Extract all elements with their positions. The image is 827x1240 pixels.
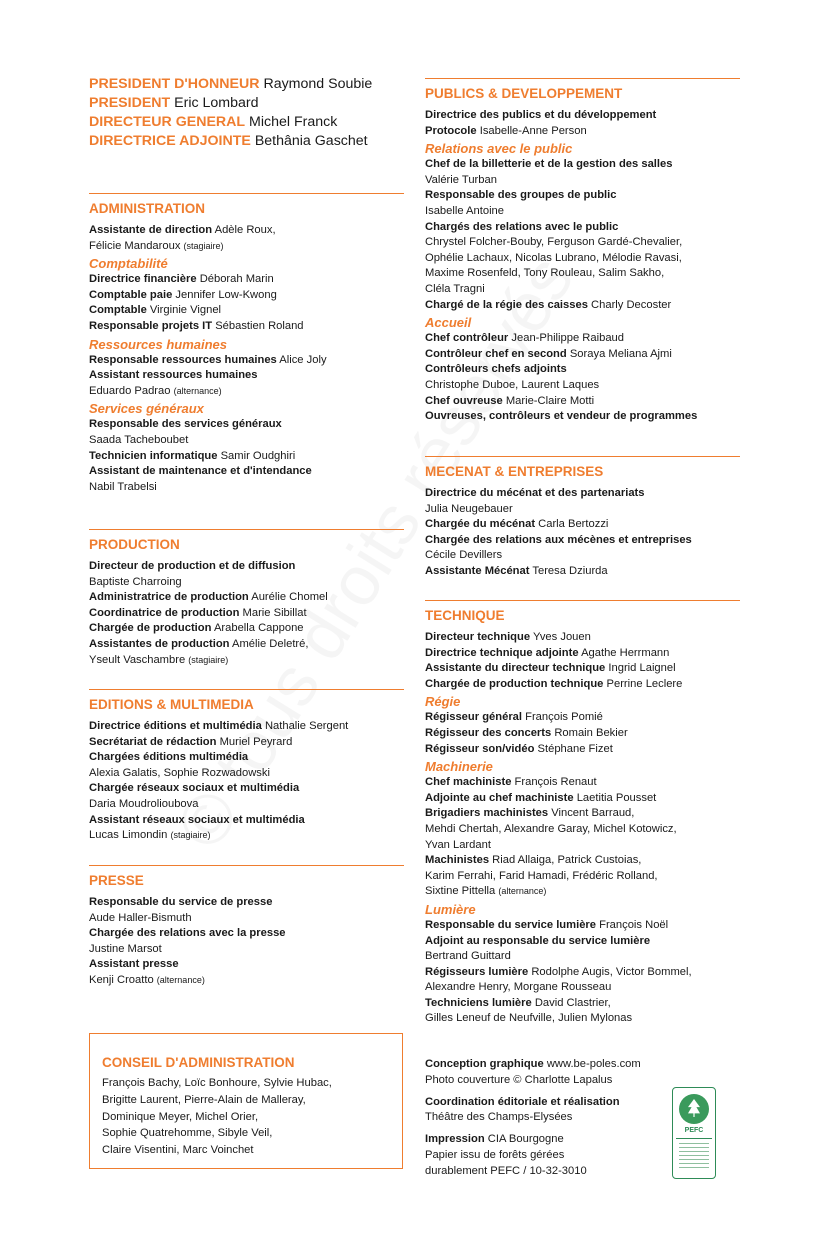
- staff-line: Chargé de la régie des caisses Charly Decoster: [425, 298, 672, 311]
- staff-line: Directeur technique Yves Jouen: [425, 631, 591, 643]
- credit-line: Théâtre des Champs-Elysées: [425, 1111, 573, 1124]
- staff-line: Chargées éditions multimédia: [89, 751, 249, 764]
- staff-line: Chef ouvreuse Marie-Claire Motti: [425, 394, 595, 407]
- staff-line: Daria Moudrolioubova: [89, 797, 199, 810]
- staff-line: Cécile Devillers: [425, 549, 503, 562]
- section-technique: [425, 600, 740, 1027]
- credit-line: Coordination éditoriale et réalisation: [425, 1095, 620, 1108]
- honor-line: PRESIDENT Eric Lombard: [89, 95, 259, 111]
- staff-line: Responsable du service lumière François Noël: [425, 918, 669, 931]
- staff-line: Responsable ressources humaines Alice Joly: [89, 353, 327, 366]
- staff-line: Isabelle Antoine: [425, 204, 504, 217]
- section-publics: [425, 78, 740, 425]
- staff-line: Lucas Limondin (stagiaire): [89, 829, 211, 842]
- staff-line: Cléla Tragni: [425, 282, 485, 295]
- staff-line: Assistante Mécénat Teresa Dziurda: [425, 564, 608, 577]
- board-heading: [89, 75, 409, 151]
- staff-line: Directrice technique adjointe Agathe Herrmann: [425, 646, 670, 659]
- staff-line: Chef contrôleur Jean-Philippe Raibaud: [425, 332, 624, 345]
- staff-line: Maxime Rosenfeld, Tony Rouleau, Salim Sakho,: [425, 267, 665, 280]
- section-title: CONSEIL D'ADMINISTRATION: [102, 1055, 295, 1070]
- credit-line: durablement PEFC / 10-32-3010: [425, 1164, 587, 1177]
- staff-line: Chargée de production technique Perrine Leclere: [425, 677, 683, 690]
- staff-line: Claire Visentini, Marc Voinchet: [102, 1144, 254, 1157]
- staff-line: Contrôleurs chefs adjoints: [425, 363, 567, 376]
- staff-line: Ophélie Lachaux, Nicolas Lubrano, Mélodie Ravasi,: [425, 251, 682, 264]
- staff-line: Régisseur général François Pomié: [425, 711, 603, 724]
- staff-line: Chargés des relations avec le public: [425, 220, 619, 233]
- staff-line: Techniciens lumière David Clastrier,: [425, 996, 611, 1009]
- staff-line: Assistante de direction Adèle Roux,: [89, 224, 276, 236]
- staff-line: Responsable du service de presse: [89, 896, 273, 908]
- staff-line: Administratrice de production Aurélie Chomel: [89, 591, 328, 604]
- staff-line: Christophe Duboe, Laurent Laques: [425, 378, 600, 391]
- subsection-title: Accueil: [425, 315, 472, 331]
- staff-line: Assistantes de production Amélie Deletré,: [89, 637, 309, 650]
- credit-line: Papier issu de forêts gérées: [425, 1148, 565, 1161]
- staff-line: Directrice des publics et du développement: [425, 109, 657, 121]
- staff-line: Nabil Trabelsi: [89, 480, 157, 493]
- staff-line: Aude Haller-Bismuth: [89, 911, 192, 924]
- staff-line: Régisseurs lumière Rodolphe Augis, Victor Bommel,: [425, 965, 692, 978]
- staff-line: Machinistes Riad Allaiga, Patrick Custoias,: [425, 854, 642, 867]
- staff-line: Chargée des relations aux mécènes et entreprises: [425, 533, 692, 546]
- staff-line: Gilles Leneuf de Neufville, Julien Mylonas: [425, 1012, 633, 1025]
- section-editions: [89, 689, 404, 844]
- section-title: EDITIONS & MULTIMEDIA: [89, 697, 254, 712]
- section-title: MECENAT & ENTREPRISES: [425, 464, 604, 479]
- section-mecenat: [425, 456, 740, 580]
- staff-line: Justine Marsot: [89, 942, 162, 955]
- staff-line: Régisseur son/vidéo Stéphane Fizet: [425, 742, 613, 755]
- staff-line: François Bachy, Loïc Bonhoure, Sylvie Hubac,: [102, 1077, 332, 1089]
- staff-line: Yvan Lardant: [425, 838, 491, 851]
- staff-line: Responsable des services généraux: [89, 418, 282, 431]
- section-title: TECHNIQUE: [425, 608, 505, 623]
- staff-line: Chargée de production Arabella Cappone: [89, 622, 304, 635]
- staff-line: Chef machiniste François Renaut: [425, 776, 597, 789]
- staff-line: Chargée réseaux sociaux et multimédia: [89, 782, 300, 795]
- staff-line: Saada Tacheboubet: [89, 433, 189, 446]
- staff-line: Assistant réseaux sociaux et multimédia: [89, 813, 305, 826]
- staff-line: Ouvreuses, contrôleurs et vendeur de programmes: [425, 410, 698, 423]
- subsection-title: Régie: [425, 694, 461, 710]
- staff-line: Chargée des relations avec la presse: [89, 927, 286, 940]
- staff-line: Mehdi Chertah, Alexandre Garay, Michel Kotowicz,: [425, 822, 677, 835]
- section-presse: [89, 865, 404, 989]
- staff-line: Yseult Vaschambre (stagiaire): [89, 653, 229, 666]
- staff-line: Valérie Turban: [425, 173, 497, 186]
- staff-line: Chrystel Folcher-Bouby, Ferguson Gardé-Chevalier,: [425, 236, 683, 249]
- staff-line: Félicie Mandaroux (stagiaire): [89, 239, 224, 252]
- staff-line: Contrôleur chef en second Soraya Meliana Ajmi: [425, 347, 672, 360]
- staff-line: Kenji Croatto (alternance): [89, 973, 205, 986]
- honor-line: PRESIDENT D'HONNEUR Raymond Soubie: [89, 76, 373, 92]
- staff-line: Assistante du directeur technique Ingrid Laignel: [425, 662, 676, 675]
- honor-line: DIRECTRICE ADJOINTE Bethânia Gaschet: [89, 133, 368, 149]
- section-title: PRODUCTION: [89, 537, 180, 552]
- tree-icon: [679, 1094, 709, 1124]
- section-title: PUBLICS & DEVELOPPEMENT: [425, 86, 623, 101]
- staff-line: Comptable paie Jennifer Low-Kwong: [89, 288, 277, 301]
- staff-line: Assistant ressources humaines: [89, 369, 258, 382]
- subsection-title: Services généraux: [89, 401, 204, 417]
- staff-line: Assistant presse: [89, 958, 179, 971]
- staff-line: Alexia Galatis, Sophie Rozwadowski: [89, 766, 270, 779]
- honor-line: DIRECTEUR GENERAL Michel Franck: [89, 114, 338, 130]
- section-title: PRESSE: [89, 873, 144, 888]
- staff-line: Brigadiers machinistes Vincent Barraud,: [425, 807, 635, 820]
- pefc-logo: [672, 1087, 716, 1179]
- staff-line: Karim Ferrahi, Farid Hamadi, Frédéric Rolland,: [425, 869, 658, 882]
- credit-line: Conception graphique www.be-poles.com: [425, 1058, 641, 1070]
- staff-line: Adjoint au responsable du service lumière: [425, 934, 651, 947]
- staff-line: Bertrand Guittard: [425, 950, 511, 963]
- staff-line: Directrice éditions et multimédia Nathalie Sergent: [89, 720, 349, 732]
- staff-line: Comptable Virginie Vignel: [89, 304, 222, 317]
- staff-line: Sophie Quatrehomme, Sibyle Veil,: [102, 1127, 273, 1140]
- subsection-title: Lumière: [425, 901, 476, 917]
- staff-line: Adjointe au chef machiniste Laetitia Pousset: [425, 791, 657, 804]
- staff-line: Chargée du mécénat Carla Bertozzi: [425, 518, 609, 531]
- staff-line: Responsable projets IT Sébastien Roland: [89, 319, 304, 332]
- staff-line: Régisseur des concerts Romain Bekier: [425, 726, 628, 739]
- staff-line: Directeur de production et de diffusion: [89, 560, 296, 572]
- staff-line: Secrétariat de rédaction Muriel Peyrard: [89, 735, 293, 748]
- section-administration: [89, 193, 404, 495]
- staff-line: Sixtine Pittella (alternance): [425, 885, 547, 898]
- subsection-title: Relations avec le public: [425, 141, 573, 157]
- staff-line: Alexandre Henry, Morgane Rousseau: [425, 981, 612, 994]
- staff-line: Coordinatrice de production Marie Sibillat: [89, 606, 307, 619]
- staff-line: Dominique Meyer, Michel Orier,: [102, 1110, 259, 1123]
- subsection-title: Comptabilité: [89, 256, 168, 272]
- staff-line: Directrice financière Déborah Marin: [89, 273, 274, 286]
- staff-line: Baptiste Charroing: [89, 575, 182, 588]
- credit-line: Photo couverture © Charlotte Lapalus: [425, 1073, 613, 1086]
- pefc-label: PEFC: [684, 1127, 704, 1134]
- subsection-title: Ressources humaines: [89, 336, 228, 352]
- credits-block: [425, 1057, 665, 1180]
- staff-line: Chef de la billetterie et de la gestion des salles: [425, 158, 673, 171]
- staff-line: Eduardo Padrao (alternance): [89, 384, 222, 397]
- credit-line: Impression CIA Bourgogne: [425, 1133, 564, 1146]
- staff-line: Brigitte Laurent, Pierre-Alain de Malleray,: [102, 1093, 306, 1106]
- section-production: [89, 529, 404, 668]
- staff-line: Protocole Isabelle-Anne Person: [425, 124, 587, 137]
- subsection-title: Machinerie: [425, 759, 493, 775]
- staff-line: Technicien informatique Samir Oudghiri: [89, 449, 296, 462]
- board-of-directors-box: [89, 1033, 403, 1169]
- pefc-certification-text: [676, 1138, 712, 1174]
- section-title: ADMINISTRATION: [89, 201, 205, 216]
- staff-line: Directrice du mécénat et des partenariats: [425, 487, 645, 499]
- staff-line: Responsable des groupes de public: [425, 189, 617, 202]
- staff-line: Julia Neugebauer: [425, 502, 513, 515]
- staff-line: Assistant de maintenance et d'intendance: [89, 465, 312, 478]
